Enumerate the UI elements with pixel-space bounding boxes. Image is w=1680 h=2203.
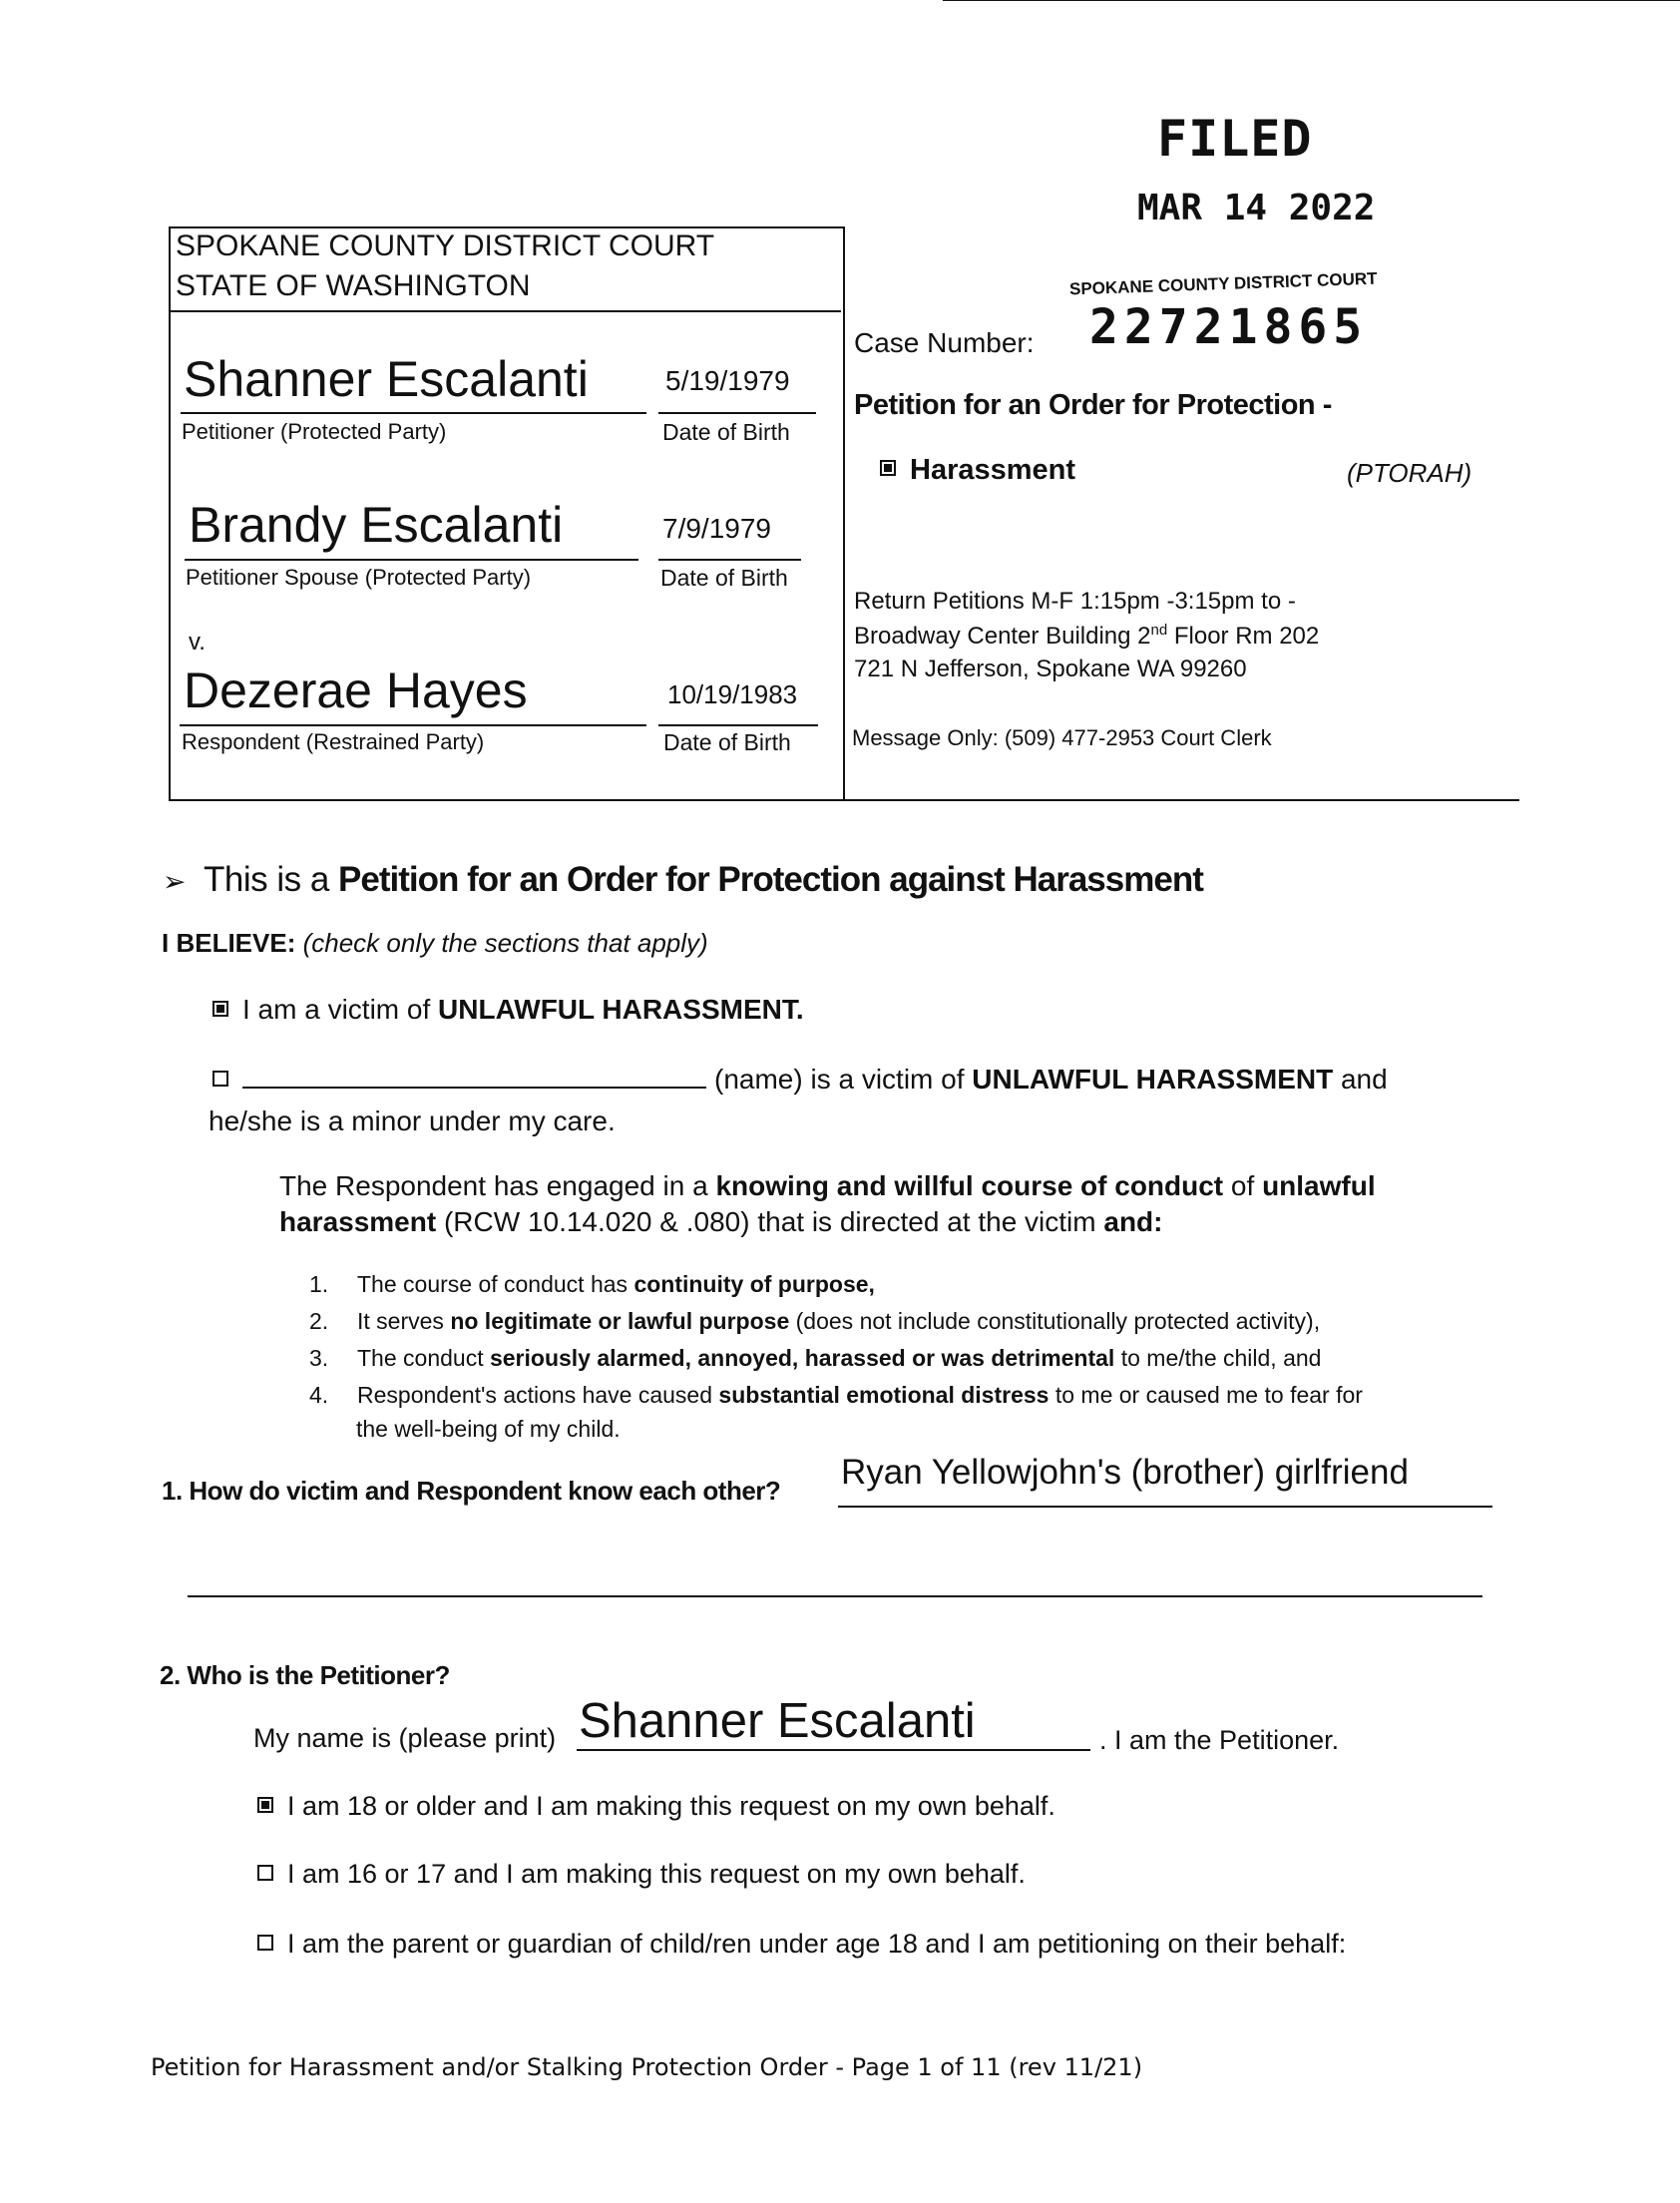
respondent-para-1d: unlawful — [1262, 1170, 1376, 1201]
caption-divider — [169, 310, 841, 312]
spouse-label: Petitioner Spouse (Protected Party) — [186, 565, 532, 590]
option-16-checkbox[interactable] — [257, 1865, 273, 1881]
list-item-post: (does not include constitutionally protected activity), — [789, 1308, 1321, 1334]
petitioner-name-line — [181, 412, 646, 414]
q1-label: 1. How do victim and Respondent know each other? — [162, 1476, 781, 1506]
option-18-label: I am 18 or older and I am making this request on my own behalf. — [287, 1791, 1055, 1821]
respondent-name: Dezerae Hayes — [184, 662, 528, 718]
list-item-post: to me/the child, and — [1114, 1345, 1322, 1371]
petitioner-dob-line — [658, 412, 816, 414]
order-code: (PTORAH) — [1347, 458, 1472, 488]
option-16-label: I am 16 or 17 and I am making this request on my own behalf. — [287, 1859, 1026, 1889]
list-item — [309, 1345, 1321, 1372]
respondent-para-1b: knowing and willful course of conduct — [715, 1170, 1224, 1201]
return-line-2-sup: nd — [1150, 622, 1168, 639]
court-state: STATE OF WASHINGTON — [176, 269, 531, 302]
case-number-label: Case Number: — [854, 327, 1035, 358]
list-item-bold: seriously alarmed, annoyed, harassed or was detrimental — [489, 1345, 1115, 1371]
caption-bottom-rule — [841, 799, 1519, 801]
versus: v. — [189, 629, 206, 656]
list-item-num: 1. — [309, 1271, 329, 1297]
q1-answer[interactable]: Ryan Yellowjohn's (brother) girlfriend — [841, 1453, 1409, 1492]
name-prompt: My name is (please print) — [253, 1723, 557, 1753]
intro-pre: This is a — [203, 860, 339, 899]
respondent-dob-label: Date of Birth — [663, 729, 791, 755]
petition-title: Petition for an Order for Protection - — [854, 389, 1332, 421]
victim-self — [212, 994, 804, 1026]
petitioner-dob-label: Date of Birth — [662, 419, 790, 445]
option-parent-label: I am the parent or guardian of child/ren under age 18 and I am petitioning on their behalf: — [287, 1929, 1347, 1959]
list-item — [309, 1308, 1320, 1335]
victim-minor-line-2: he/she is a minor under my care. — [209, 1105, 616, 1136]
victim-self-pre: I am a victim of — [242, 994, 439, 1025]
petitioner-dob: 5/19/1979 — [665, 365, 790, 396]
court-name: SPOKANE COUNTY DISTRICT COURT — [176, 229, 715, 262]
option-18-checkbox[interactable] — [257, 1797, 273, 1813]
option-parent — [257, 1929, 1346, 1960]
intro — [163, 860, 1203, 900]
list-item-pre: The conduct — [357, 1345, 490, 1371]
victim-minor-hint: (name) is a victim of — [714, 1064, 973, 1095]
list-item-pre: The course of conduct has — [357, 1271, 634, 1297]
list-item-bold: no legitimate or lawful purpose — [450, 1308, 790, 1334]
option-18 — [257, 1791, 1055, 1822]
list-item — [309, 1271, 875, 1298]
spouse-name: Brandy Escalanti — [189, 497, 564, 553]
list-item-num: 3. — [309, 1345, 329, 1371]
victim-minor-checkbox[interactable] — [212, 1071, 228, 1087]
q1-extra-line[interactable] — [188, 1595, 1482, 1597]
respondent-para-2a: harassment — [279, 1206, 437, 1237]
q2-label: 2. Who is the Petitioner? — [160, 1660, 450, 1690]
return-line-2-pre: Broadway Center Building 2 — [854, 623, 1151, 650]
respondent-para-1a: The Respondent has engaged in a — [279, 1170, 716, 1201]
case-number: 22721865 — [1089, 299, 1369, 355]
list-item-4-line-2: the well-being of my child. — [356, 1416, 621, 1442]
victim-minor — [212, 1064, 1388, 1096]
victim-minor-post: and — [1333, 1064, 1388, 1095]
petitioner-label: Petitioner (Protected Party) — [182, 419, 447, 444]
q1-answer-line — [838, 1506, 1492, 1508]
respondent-para-2c: and: — [1103, 1206, 1163, 1237]
return-line-1: Return Petitions M-F 1:15pm -3:15pm to - — [854, 588, 1296, 615]
option-16 — [257, 1859, 1026, 1890]
name-value[interactable]: Shanner Escalanti — [579, 1694, 976, 1748]
list-item-num: 2. — [309, 1308, 329, 1334]
intro-bold: Petition for an Order for Protection against Harassment — [338, 860, 1203, 899]
petitioner-name: Shanner Escalanti — [184, 351, 589, 407]
list-item-post: to me or caused me to fear for — [1049, 1382, 1363, 1408]
respondent-para-2 — [279, 1206, 1162, 1238]
respondent-para-1 — [279, 1170, 1376, 1202]
list-item-pre: Respondent's actions have caused — [357, 1382, 719, 1408]
top-rule — [943, 0, 1680, 1]
spouse-dob-line — [658, 559, 801, 561]
return-line-2-post: Floor Rm 202 — [1167, 623, 1320, 650]
order-type-label: Harassment — [910, 454, 1076, 486]
spouse-dob: 7/9/1979 — [662, 513, 771, 544]
respondent-dob-line — [658, 724, 818, 726]
filed-stamp: FILED — [1157, 110, 1313, 168]
name-suffix: . I am the Petitioner. — [1099, 1725, 1340, 1755]
spouse-dob-label: Date of Birth — [660, 565, 788, 591]
list-item — [309, 1382, 1363, 1409]
list-item-pre: It serves — [357, 1308, 451, 1334]
spouse-name-line — [185, 559, 638, 561]
list-item-bold: continuity of purpose, — [633, 1271, 875, 1297]
list-item-bold: substantial emotional distress — [718, 1382, 1050, 1408]
message-only: Message Only: (509) 477-2953 Court Clerk — [852, 725, 1272, 750]
list-item-num: 4. — [309, 1382, 329, 1408]
option-parent-checkbox[interactable] — [257, 1935, 273, 1951]
respondent-name-line — [180, 724, 646, 726]
respondent-para-1c: of — [1223, 1170, 1263, 1201]
respondent-dob: 10/19/1983 — [667, 679, 798, 709]
return-line-3: 721 N Jefferson, Spokane WA 99260 — [854, 656, 1247, 682]
filed-court: SPOKANE COUNTY DISTRICT COURT — [1068, 268, 1378, 299]
arrow-bullet-icon: ➢ — [163, 866, 186, 897]
respondent-label: Respondent (Restrained Party) — [182, 729, 485, 754]
victim-self-bold: UNLAWFUL HARASSMENT. — [438, 994, 804, 1025]
filed-date: MAR 14 2022 — [1137, 188, 1376, 228]
victim-self-checkbox[interactable] — [212, 1001, 228, 1017]
victim-minor-bold: UNLAWFUL HARASSMENT — [972, 1064, 1334, 1095]
harassment-checkbox[interactable] — [880, 460, 896, 476]
order-type — [880, 454, 1075, 487]
page-footer: Petition for Harassment and/or Stalking Protection Order - Page 1 of 11 (rev 11/21) — [151, 2053, 1143, 2081]
believe-line — [162, 928, 708, 959]
return-line-2 — [854, 622, 1319, 651]
respondent-para-2b: (RCW 10.14.020 & .080) that is directed at the victim — [436, 1206, 1104, 1237]
victim-minor-name-field[interactable] — [242, 1065, 706, 1089]
believe-note: (check only the sections that apply) — [302, 928, 708, 958]
believe-label: I BELIEVE: — [162, 928, 296, 958]
name-line — [577, 1749, 1090, 1751]
